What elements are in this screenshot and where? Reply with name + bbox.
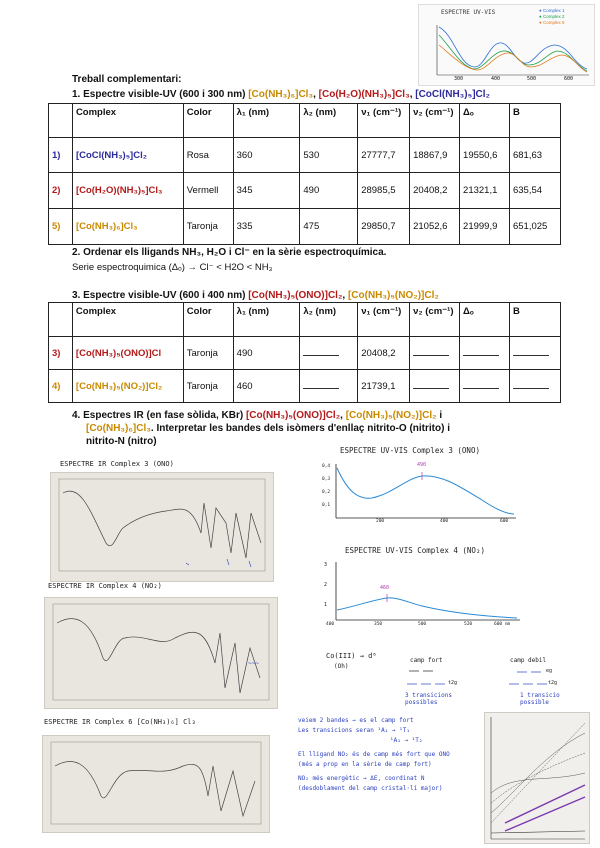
uv4-xtick-1: 400 (326, 622, 335, 627)
top-uv-plot (418, 4, 595, 86)
ir4-title: ESPECTRE IR Complex 4 (NO₂) (48, 582, 162, 590)
top-plot-title: ESPECTRE UV-VIS (441, 9, 496, 16)
uv4-ytick-2: 2 (324, 582, 328, 588)
top-xtick-4: 600 (564, 76, 574, 82)
row-color: Taronja (183, 370, 233, 403)
row-color: Vermell (183, 173, 233, 209)
row-num: 5) (49, 209, 73, 245)
uv3-ytick-3: 0,2 (322, 490, 331, 495)
co-note: Co(III) → d⁶ (326, 652, 377, 660)
ir6-spectrum-photo (42, 735, 270, 833)
row-delta: 21321,1 (460, 173, 510, 209)
col-complex: Complex (72, 303, 183, 337)
row-delta: 19550,6 (460, 138, 510, 173)
camp-debil-label: camp debil (510, 657, 547, 664)
camp-debil-diagram (505, 666, 565, 690)
row-l1: 345 (233, 173, 300, 209)
top-xtick-2: 400 (491, 76, 501, 82)
uv4-peak: 460 (380, 585, 390, 591)
top-plot-svg (419, 5, 594, 85)
camp-fort-t2g: t2g (448, 680, 458, 686)
series-complex-1 (439, 27, 587, 69)
co-sub: (Oh) (334, 663, 349, 670)
row-color: Taronja (183, 209, 233, 245)
row-num: 4) (49, 370, 73, 403)
top-xtick-1: 300 (454, 76, 464, 82)
table-row (49, 209, 561, 245)
table-uv-1 (48, 103, 561, 245)
col-b: B (509, 104, 560, 138)
uv3-xtick-1: 200 (376, 519, 385, 524)
note-4: El lligand NO₂ és de camp més fort que ONO (298, 751, 450, 758)
row-complex: [Co(H₂O)(NH₃)₅]Cl₃ (72, 173, 183, 209)
camp-fort-label: camp fort (410, 657, 443, 664)
row-v2: 20408,2 (410, 173, 460, 209)
row-l2: 530 (300, 138, 358, 173)
row-b-blank (509, 370, 560, 403)
uv3-ytick-1: 0,4 (322, 464, 331, 469)
handwritten-notes (298, 716, 478, 794)
uv3-ytick-2: 0,3 (322, 477, 331, 482)
row-l2-blank (300, 370, 358, 403)
table-row (49, 138, 561, 173)
camp-debil-note: 1 transicio possible (520, 692, 560, 706)
uv3-title: ESPECTRE UV-VIS Complex 3 (ONO) (340, 446, 480, 455)
col-color: Color (183, 303, 233, 337)
row-complex: [Co(NH₃)₅(ONO)]Cl (72, 337, 183, 370)
row-num: 2) (49, 173, 73, 209)
col-v2: ν₂ (cm⁻¹) (410, 303, 460, 337)
row-v2: 21052,6 (410, 209, 460, 245)
row-complex: [Co(NH₃)₅(NO₂)]Cl₂ (72, 370, 183, 403)
row-l1: 490 (233, 337, 300, 370)
col-v2: ν₂ (cm⁻¹) (410, 104, 460, 138)
col-l2: λ₂ (nm) (300, 303, 358, 337)
uv4-xtick-4: 520 (464, 622, 473, 627)
row-l2-blank (300, 337, 358, 370)
s4-heading: 4. Espectres IR (en fase sòlida, KBr) [Co(NH₃)₅(ONO)]Cl₂, [Co(NH₃)₅(NO₂)]Cl₂ i [Co(NH₃)₆]Cl₃. Interpretar les bandes dels isòmers d'enllaç nitrito-O (nitrito) i nitrito-N (nitro) (72, 410, 450, 447)
row-v1: 28985,5 (358, 173, 410, 209)
row-delta: 21999,9 (460, 209, 510, 245)
table2-header (49, 303, 561, 337)
note-5: (més a prop en la sèrie de camp fort) (298, 761, 432, 768)
uv4-plot (322, 558, 522, 636)
uv3-peak: 490 (417, 462, 427, 468)
camp-fort-diagram (405, 666, 465, 690)
note-7: (desdoblament del camp cristal·lí major) (298, 785, 443, 792)
col-l1: λ₁ (nm) (233, 303, 300, 337)
s3-heading: 3. Espectre visible-UV (600 i 400 nm) [Co(NH₃)₅(ONO)]Cl₂, [Co(NH₃)₅(NO₂)]Cl₂ (72, 290, 439, 301)
uv3-xtick-3: 600 (500, 519, 509, 524)
uv4-ytick-1: 3 (324, 562, 328, 568)
row-color: Rosa (183, 138, 233, 173)
row-delta-blank (460, 337, 510, 370)
row-b: 635,54 (509, 173, 560, 209)
uv3-xtick-2: 400 (440, 519, 449, 524)
row-l2: 490 (300, 173, 358, 209)
camp-debil-t2g: t2g (548, 680, 558, 686)
ir4-svg (45, 598, 277, 708)
col-v1: ν₁ (cm⁻¹) (358, 104, 410, 138)
uv3-plot (322, 460, 518, 526)
row-v1: 29850,7 (358, 209, 410, 245)
ir6-title: ESPECTRE IR Complex 6 [Co(NH₃)₆] Cl₃ (44, 718, 196, 726)
ir6-svg (43, 736, 269, 832)
uv4-ytick-3: 1 (324, 602, 328, 608)
s1-heading: 1. Espectre visible-UV (600 i 300 nm) [Co(NH₃)₆]Cl₃, [Co(H₂O)(NH₃)₅]Cl₃, [CoCl(NH₃)₅]Cl₂ (72, 89, 490, 100)
uv4-xtick-2: 350 (374, 622, 383, 627)
col-l2: λ₂ (nm) (300, 104, 358, 138)
note-2: Les transicions seran ¹A₁ → ¹T₁ (298, 727, 410, 734)
ir3-svg (51, 473, 273, 581)
row-l1: 335 (233, 209, 300, 245)
row-num: 1) (49, 138, 73, 173)
row-l1: 460 (233, 370, 300, 403)
uv4-xtick-5: 600 nm (494, 622, 511, 627)
uv4-title: ESPECTRE UV-VIS Complex 4 (NO₂) (345, 546, 485, 555)
note-3: ¹A₁ → ¹T₂ (390, 737, 423, 744)
table-uv-2 (48, 302, 561, 403)
uv4-xtick-3: 500 (418, 622, 427, 627)
tanabe-sugano-svg (485, 713, 589, 843)
s2-heading: 2. Ordenar els lligands NH₃, H₂O i Cl⁻ en la sèrie espectroquímica. (72, 247, 387, 258)
camp-fort-note: 3 transicions possibles (405, 692, 452, 706)
col-delta: Δₒ (460, 104, 510, 138)
col-color: Color (183, 104, 233, 138)
table-row (49, 173, 561, 209)
row-b: 681,63 (509, 138, 560, 173)
uv3-svg (322, 460, 518, 526)
row-complex: [CoCl(NH₃)₅]Cl₂ (72, 138, 183, 173)
row-v2-blank (410, 370, 460, 403)
table1-header (49, 104, 561, 138)
row-delta-blank (460, 370, 510, 403)
row-l1: 360 (233, 138, 300, 173)
tanabe-sugano-diagram (484, 712, 590, 844)
legend-item-1: ● Complex 1 (539, 8, 565, 13)
row-l2: 475 (300, 209, 358, 245)
row-v1: 20408,2 (358, 337, 410, 370)
ir3-spectrum-photo (50, 472, 274, 582)
row-v1: 21739,1 (358, 370, 410, 403)
ir3-title: ESPECTRE IR Complex 3 (ONO) (60, 460, 174, 468)
camp-debil-eg: eg (546, 668, 553, 674)
row-v1: 27777,7 (358, 138, 410, 173)
note-1: veiem 2 bandes → es el camp fort (298, 717, 414, 724)
row-complex: [Co(NH₃)₆]Cl₃ (72, 209, 183, 245)
table-row (49, 370, 561, 403)
col-v1: ν₁ (cm⁻¹) (358, 303, 410, 337)
ir4-blue-notes: ~~~ (248, 660, 259, 667)
col-delta: Δₒ (460, 303, 510, 337)
legend-item-3: ● Complex 5 (539, 20, 565, 25)
row-num: 3) (49, 337, 73, 370)
ir4-spectrum-photo (44, 597, 278, 709)
uv3-ytick-4: 0,1 (322, 503, 331, 508)
row-b: 651,025 (509, 209, 560, 245)
row-b-blank (509, 337, 560, 370)
table-row (49, 337, 561, 370)
top-xtick-3: 500 (527, 76, 537, 82)
s2-series: Serie espectroquimica (Δₒ) → Cl⁻ < H2O < NH₃ (72, 262, 273, 273)
legend-item-2: ● Complex 2 (539, 14, 565, 19)
col-b: B (509, 303, 560, 337)
note-6: NO₂ més energètic → ΔE, coordinat N (298, 775, 425, 782)
col-l1: λ₁ (nm) (233, 104, 300, 138)
row-color: Taronja (183, 337, 233, 370)
col-complex: Complex (72, 104, 183, 138)
row-v2: 18867,9 (410, 138, 460, 173)
row-v2-blank (410, 337, 460, 370)
work-title: Treball complementari: (72, 74, 182, 85)
